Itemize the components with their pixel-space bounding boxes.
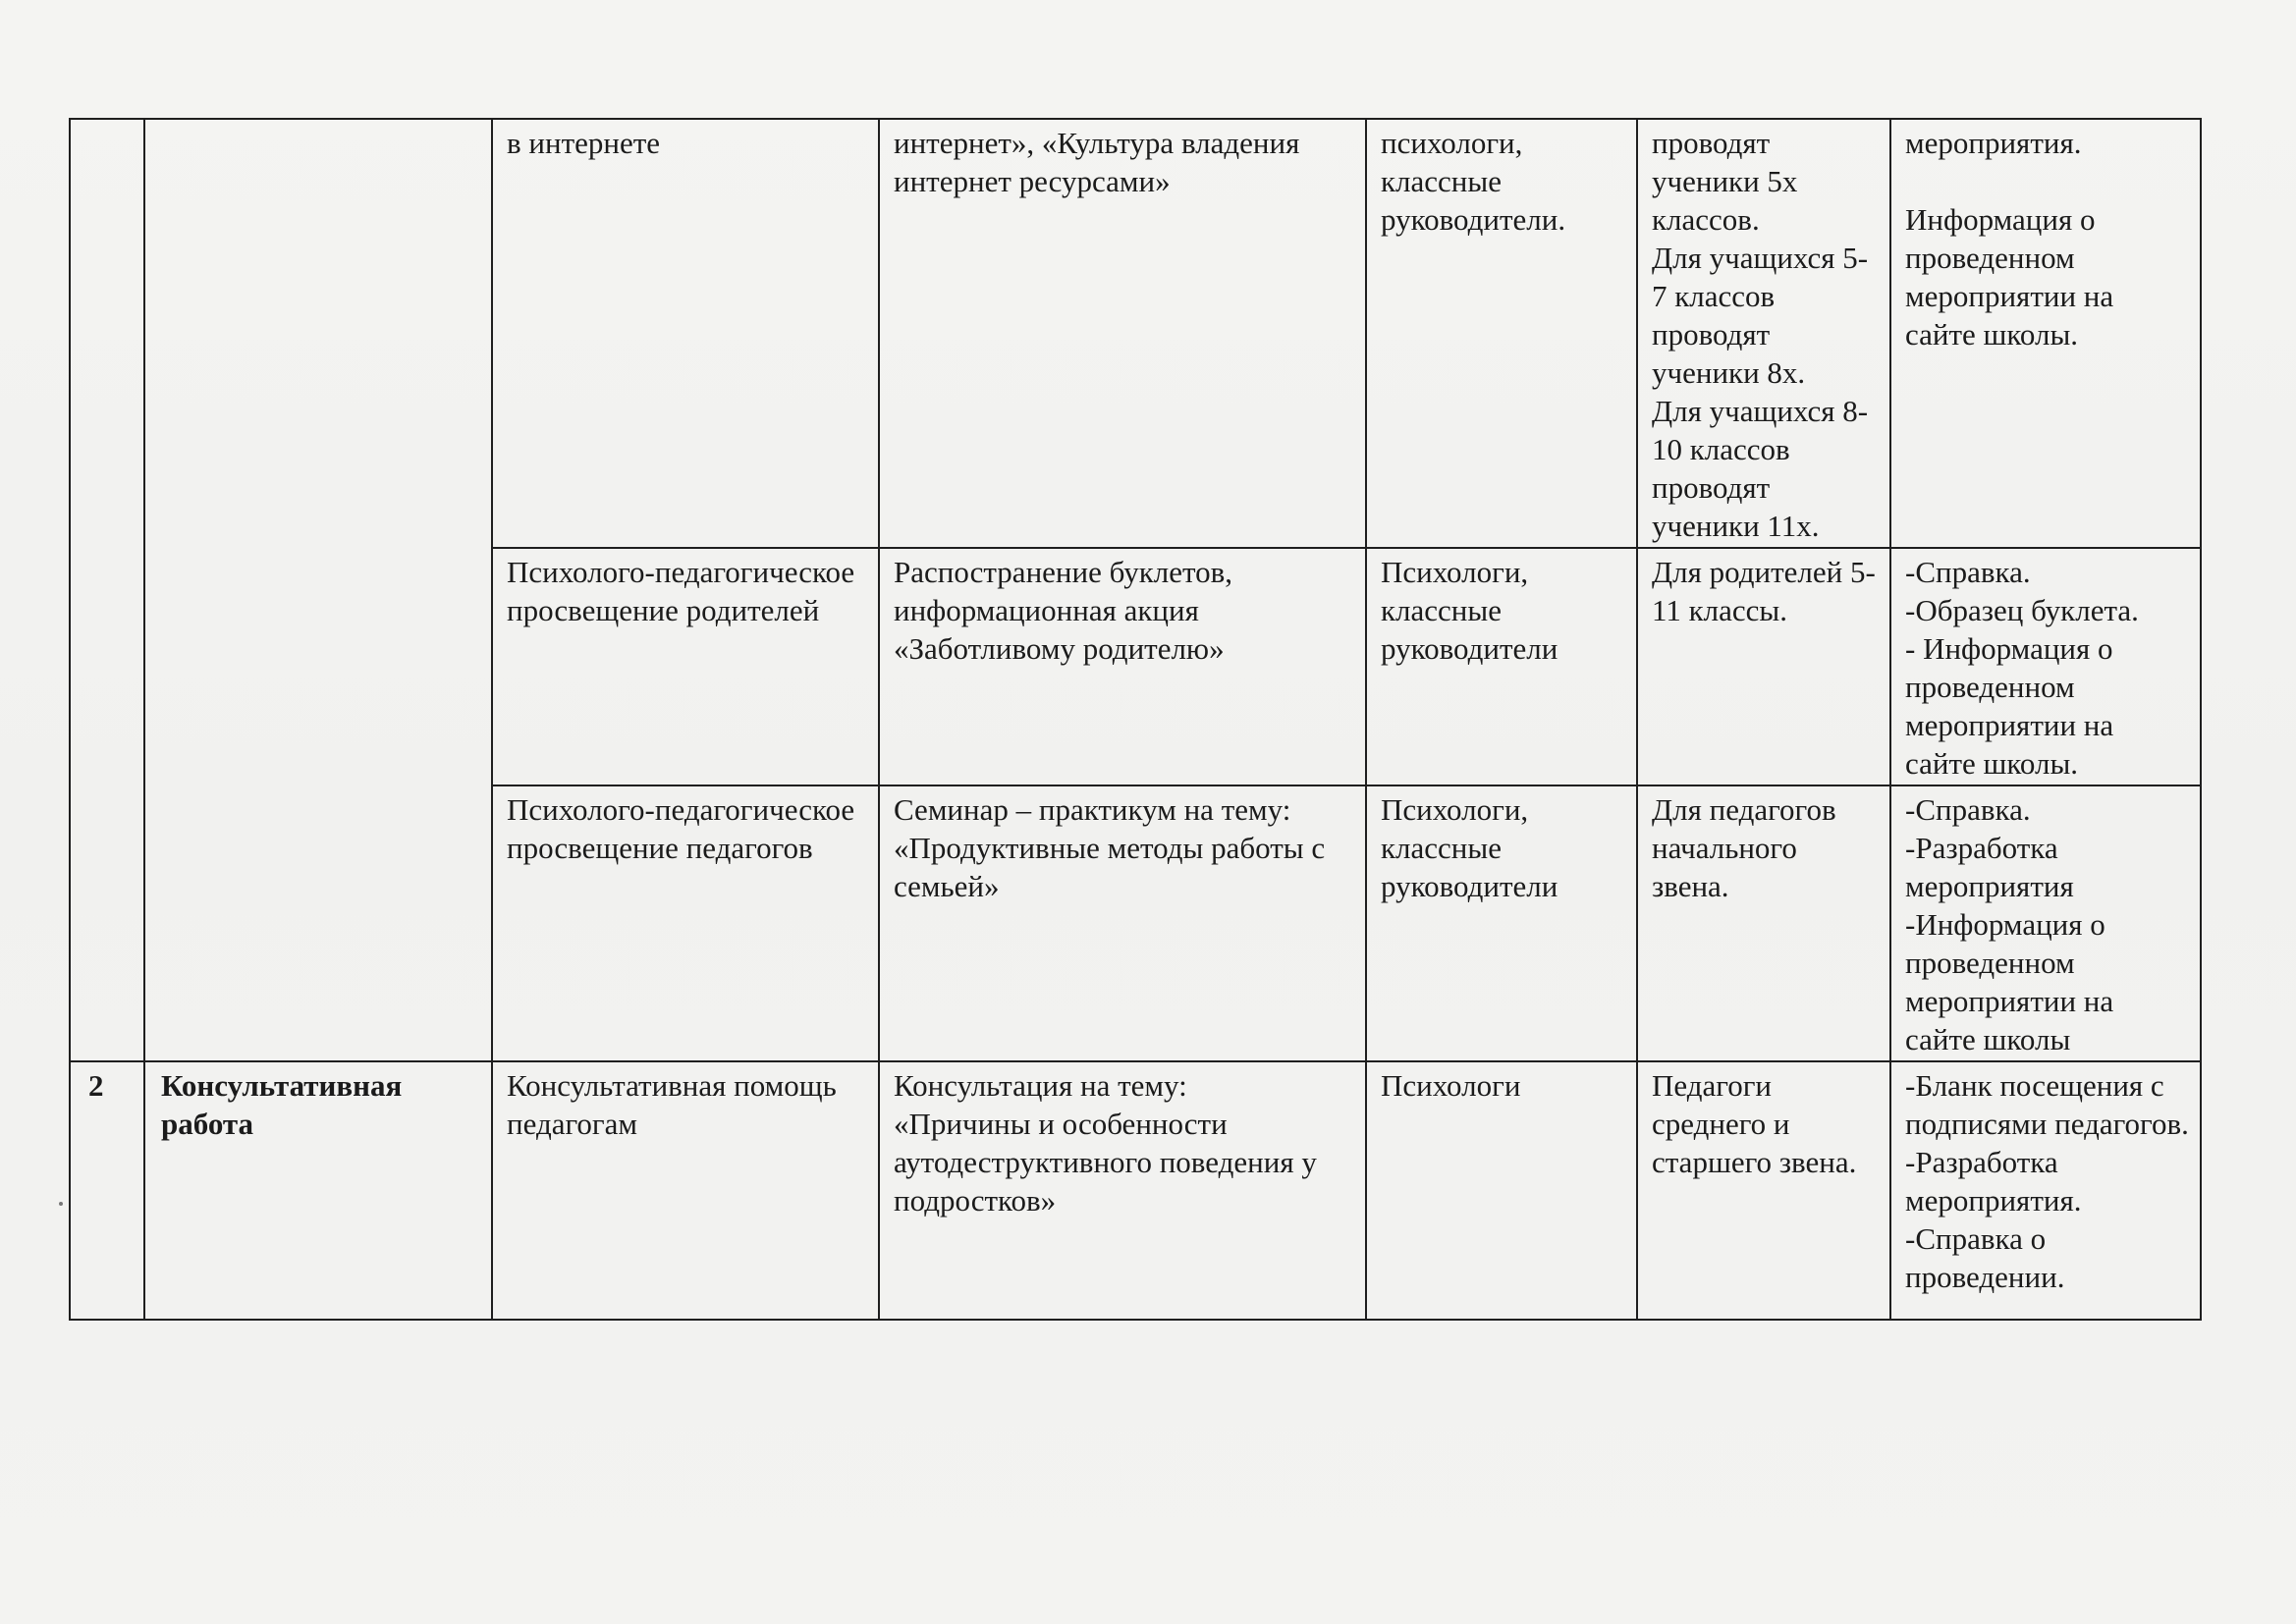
direction-cell: Психолого-педагогическое просвещение педагогов bbox=[492, 785, 879, 1061]
section-cell: Консультативная работа bbox=[144, 1061, 492, 1320]
participants-cell: Для родителей 5-11 классы. bbox=[1637, 548, 1890, 785]
scan-speck bbox=[59, 1202, 63, 1206]
result-cell: мероприятия. Информация о проведенном мероприятии на сайте школы. bbox=[1890, 119, 2201, 548]
table-row bbox=[70, 119, 2201, 548]
row-number-cell: 2 bbox=[70, 1061, 144, 1320]
result-cell: -Бланк посещения с подписями педагогов. -Разработка мероприятия. -Справка о проведении. bbox=[1890, 1061, 2201, 1320]
participants-cell: проводят ученики 5х классов. Для учащихся 5-7 классов проводят ученики 8х. Для учащихся 8-10 классов проводят ученики 11х. bbox=[1637, 119, 1890, 548]
event-cell: Распостранение буклетов, информационная акция «Заботливому родителю» bbox=[879, 548, 1366, 785]
plan-table bbox=[69, 118, 2202, 1321]
direction-cell: Психолого-педагогическое просвещение родителей bbox=[492, 548, 879, 785]
responsible-cell: Психологи bbox=[1366, 1061, 1637, 1320]
direction-cell: в интернете bbox=[492, 119, 879, 548]
row-number-cell bbox=[70, 119, 144, 1061]
responsible-cell: Психологи, классные руководители bbox=[1366, 785, 1637, 1061]
participants-cell: Педагоги среднего и старшего звена. bbox=[1637, 1061, 1890, 1320]
table-row bbox=[70, 1061, 2201, 1320]
result-cell: -Справка. -Образец буклета. - Информация о проведенном мероприятии на сайте школы. bbox=[1890, 548, 2201, 785]
responsible-cell: Психологи, классные руководители bbox=[1366, 548, 1637, 785]
event-cell: интернет», «Культура владения интернет ресурсами» bbox=[879, 119, 1366, 548]
event-cell: Семинар – практикум на тему: «Продуктивные методы работы с семьей» bbox=[879, 785, 1366, 1061]
participants-cell: Для педагогов начального звена. bbox=[1637, 785, 1890, 1061]
section-cell bbox=[144, 119, 492, 1061]
direction-cell: Консультативная помощь педагогам bbox=[492, 1061, 879, 1320]
event-cell: Консультация на тему: «Причины и особенности аутодеструктивного поведения у подростков» bbox=[879, 1061, 1366, 1320]
result-cell: -Справка. -Разработка мероприятия -Информация о проведенном мероприятии на сайте школы bbox=[1890, 785, 2201, 1061]
responsible-cell: психологи, классные руководители. bbox=[1366, 119, 1637, 548]
